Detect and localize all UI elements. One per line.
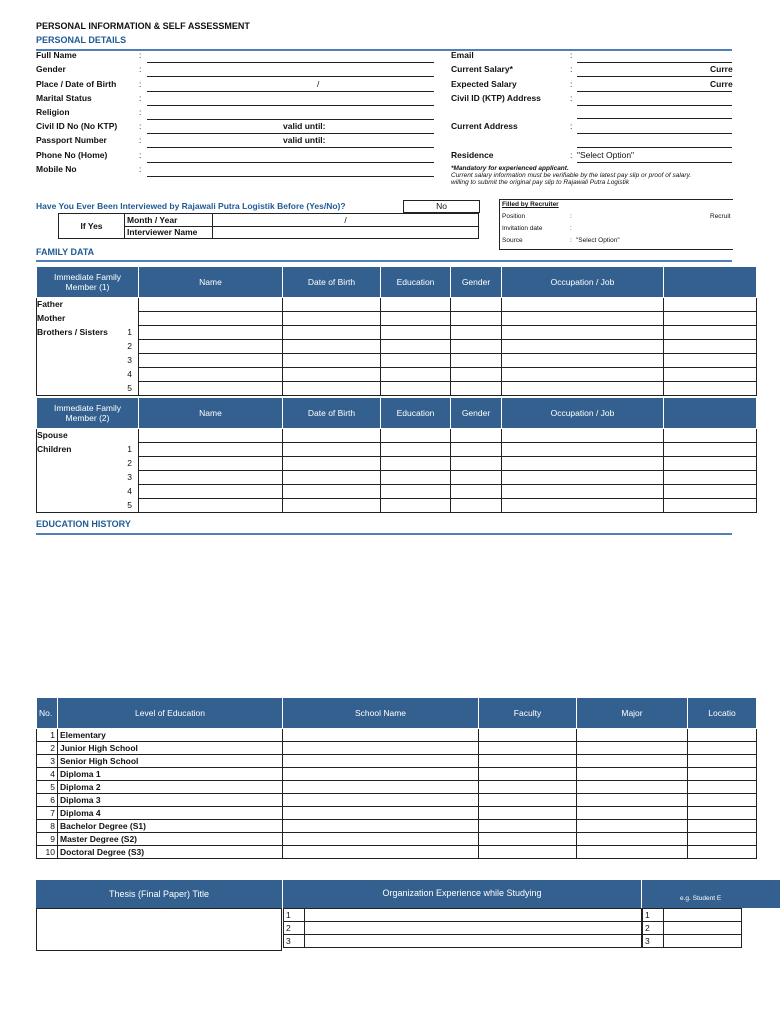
recruiter-source-select[interactable]: "Select Option" xyxy=(576,237,620,244)
education-level: Elementary xyxy=(58,729,283,742)
interview-answer-field[interactable]: No xyxy=(403,200,480,213)
salary-note-1: Current salary information must be verifiable by the latest pay slip or proof of salary. xyxy=(451,172,692,179)
thesis-title-field[interactable] xyxy=(36,908,282,951)
family-cell[interactable] xyxy=(664,499,757,513)
civil-address-label: Civil ID (KTP) Address xyxy=(451,93,541,103)
field-input[interactable] xyxy=(147,133,434,134)
table-row xyxy=(37,382,757,396)
family-cell[interactable] xyxy=(451,382,502,396)
family-cell[interactable] xyxy=(381,298,451,312)
education-cell[interactable] xyxy=(688,742,757,755)
member-index: 1 xyxy=(127,326,132,337)
column-header: Date of Birth xyxy=(283,398,381,429)
table-row xyxy=(37,755,757,768)
field-label: Marital Status xyxy=(36,93,92,103)
education-cell[interactable] xyxy=(577,820,688,833)
table-row xyxy=(284,909,642,922)
current-salary-label: Current Salary* xyxy=(451,64,513,74)
education-level: Master Degree (S2) xyxy=(58,833,283,846)
family-cell[interactable] xyxy=(139,382,283,396)
column-header: Gender xyxy=(451,398,502,429)
table-row xyxy=(37,368,757,382)
organization-index: 2 xyxy=(284,922,305,935)
organization-field[interactable] xyxy=(664,909,742,922)
education-cell[interactable] xyxy=(577,794,688,807)
table-row xyxy=(37,729,757,742)
table-row xyxy=(37,354,757,368)
family-cell[interactable] xyxy=(502,340,664,354)
family-cell[interactable] xyxy=(381,312,451,326)
interview-details-table xyxy=(58,213,479,239)
civil-address-field-2[interactable] xyxy=(577,118,732,119)
family-cell[interactable] xyxy=(283,499,381,513)
family-cell[interactable] xyxy=(502,499,664,513)
organization-field[interactable] xyxy=(305,909,642,922)
family-cell[interactable] xyxy=(283,443,381,457)
field-label: Phone No (Home) xyxy=(36,150,108,160)
member-index: 2 xyxy=(127,457,132,468)
family-cell[interactable] xyxy=(664,326,757,340)
family-cell[interactable] xyxy=(664,312,757,326)
family-cell[interactable] xyxy=(381,471,451,485)
family-cell[interactable] xyxy=(283,382,381,396)
column-header: Locatio xyxy=(688,698,757,729)
table-row xyxy=(37,846,757,859)
education-cell[interactable] xyxy=(688,833,757,846)
member-index: 5 xyxy=(127,499,132,510)
education-cell[interactable] xyxy=(283,781,479,794)
civil-address-field[interactable] xyxy=(577,105,732,106)
organization-index: 3 xyxy=(643,935,664,948)
field-suffix: / xyxy=(317,79,320,89)
family-cell[interactable] xyxy=(451,457,502,471)
member-label: Brothers / Sisters xyxy=(37,326,108,337)
column-header: Gender xyxy=(451,267,502,298)
education-level: Diploma 1 xyxy=(58,768,283,781)
education-cell[interactable] xyxy=(577,768,688,781)
organization-field[interactable] xyxy=(305,935,642,948)
column-header: Education xyxy=(381,398,451,429)
column-header: Faculty xyxy=(479,698,577,729)
education-cell[interactable] xyxy=(283,820,479,833)
family-cell[interactable] xyxy=(451,298,502,312)
education-cell[interactable] xyxy=(479,807,577,820)
interviewer-name-label: Interviewer Name xyxy=(125,226,213,239)
education-cell[interactable] xyxy=(479,833,577,846)
column-header: Major xyxy=(577,698,688,729)
field-label: Religion xyxy=(36,107,70,117)
organization-example: e.g. Student E xyxy=(642,880,780,908)
column-header xyxy=(664,267,757,298)
family-cell[interactable] xyxy=(139,457,283,471)
education-level: Senior High School xyxy=(58,755,283,768)
family-cell[interactable] xyxy=(283,326,381,340)
family-cell[interactable] xyxy=(139,354,283,368)
member-label: Spouse xyxy=(37,430,68,440)
family-cell[interactable] xyxy=(381,457,451,471)
family-cell[interactable] xyxy=(502,471,664,485)
education-cell[interactable] xyxy=(577,742,688,755)
table-row xyxy=(643,935,742,948)
education-no: 8 xyxy=(37,820,58,833)
family-cell[interactable] xyxy=(283,312,381,326)
education-cell[interactable] xyxy=(479,755,577,768)
family-member-header: Immediate Family Member (2) xyxy=(37,398,139,429)
education-cell[interactable] xyxy=(688,755,757,768)
interviewer-name-field[interactable] xyxy=(213,226,479,239)
recruiter-box: Filled by Recruiter Position : Recruit Invitation date : Source : "Select Option" xyxy=(499,199,733,250)
education-cell[interactable] xyxy=(283,807,479,820)
column-header: Education xyxy=(381,267,451,298)
table-row xyxy=(37,298,757,312)
education-level: Bachelor Degree (S1) xyxy=(58,820,283,833)
column-header: Name xyxy=(139,398,283,429)
education-no: 5 xyxy=(37,781,58,794)
education-no: 1 xyxy=(37,729,58,742)
field-label: Gender xyxy=(36,64,66,74)
family-cell[interactable] xyxy=(664,354,757,368)
table-row xyxy=(37,312,757,326)
education-level: Diploma 4 xyxy=(58,807,283,820)
field-input[interactable] xyxy=(147,119,434,120)
education-cell[interactable] xyxy=(688,807,757,820)
family-cell[interactable] xyxy=(381,443,451,457)
field-label: Full Name xyxy=(36,50,77,60)
family-cell[interactable] xyxy=(381,485,451,499)
recruiter-position-label: Position xyxy=(502,213,526,220)
education-cell[interactable] xyxy=(577,729,688,742)
document-title: PERSONAL INFORMATION & SELF ASSESSMENT xyxy=(36,21,250,31)
member-label: Father xyxy=(37,299,63,309)
family-cell[interactable] xyxy=(502,326,664,340)
field-input[interactable] xyxy=(147,76,434,77)
member-index: 2 xyxy=(127,340,132,351)
expected-salary-field[interactable] xyxy=(577,91,732,92)
family-cell[interactable] xyxy=(139,326,283,340)
section-personal-details: PERSONAL DETAILS xyxy=(36,35,127,45)
family-cell[interactable] xyxy=(664,485,757,499)
member-index: 3 xyxy=(127,471,132,482)
table-row xyxy=(37,340,757,354)
family-cell[interactable] xyxy=(664,382,757,396)
table-row xyxy=(37,794,757,807)
family-table xyxy=(36,266,757,396)
education-cell[interactable] xyxy=(688,729,757,742)
column-header xyxy=(664,398,757,429)
member-label: Children xyxy=(37,443,72,454)
education-no: 10 xyxy=(37,846,58,859)
family-cell[interactable] xyxy=(139,471,283,485)
expected-salary-label: Expected Salary xyxy=(451,79,517,89)
table-row xyxy=(37,768,757,781)
family-cell[interactable] xyxy=(664,298,757,312)
field-label: Place / Date of Birth xyxy=(36,79,117,89)
education-cell[interactable] xyxy=(479,742,577,755)
column-header: School Name xyxy=(283,698,479,729)
table-row xyxy=(37,807,757,820)
family-table xyxy=(36,397,757,513)
member-index: 3 xyxy=(127,354,132,365)
education-cell[interactable] xyxy=(479,729,577,742)
field-input[interactable] xyxy=(147,62,434,63)
family-cell[interactable] xyxy=(451,368,502,382)
education-no: 3 xyxy=(37,755,58,768)
email-label: Email xyxy=(451,50,474,60)
family-cell[interactable] xyxy=(139,499,283,513)
education-cell[interactable] xyxy=(688,820,757,833)
family-cell[interactable] xyxy=(502,485,664,499)
family-cell[interactable] xyxy=(451,499,502,513)
month-year-field[interactable]: / xyxy=(213,214,479,227)
education-no: 9 xyxy=(37,833,58,846)
column-header: Occupation / Job xyxy=(502,398,664,429)
education-cell[interactable] xyxy=(283,833,479,846)
education-cell[interactable] xyxy=(283,755,479,768)
family-member-header: Immediate Family Member (1) xyxy=(37,267,139,298)
family-cell[interactable] xyxy=(381,382,451,396)
education-cell[interactable] xyxy=(479,781,577,794)
table-row xyxy=(37,429,757,443)
education-no: 4 xyxy=(37,768,58,781)
education-level: Doctoral Degree (S3) xyxy=(58,846,283,859)
field-label: Passport Number xyxy=(36,135,107,145)
current-address-field-2[interactable] xyxy=(577,147,732,148)
family-cell[interactable] xyxy=(381,499,451,513)
education-no: 6 xyxy=(37,794,58,807)
organization-index: 3 xyxy=(284,935,305,948)
table-row xyxy=(643,909,742,922)
family-cell[interactable] xyxy=(502,457,664,471)
currency-label-2: Curre xyxy=(710,79,733,89)
family-cell[interactable] xyxy=(139,340,283,354)
organization-index: 1 xyxy=(284,909,305,922)
family-cell[interactable] xyxy=(502,382,664,396)
recruiter-title: Filled by Recruiter xyxy=(502,201,559,208)
family-cell[interactable] xyxy=(283,368,381,382)
family-cell[interactable] xyxy=(502,429,664,443)
family-cell[interactable] xyxy=(283,354,381,368)
field-suffix: valid until: xyxy=(283,135,326,145)
field-label: Civil ID No (No KTP) xyxy=(36,121,118,131)
residence-label: Residence xyxy=(451,150,494,160)
family-cell[interactable] xyxy=(664,457,757,471)
family-cell[interactable] xyxy=(283,457,381,471)
column-header: Name xyxy=(139,267,283,298)
current-salary-field[interactable] xyxy=(577,76,732,77)
column-header: Level of Education xyxy=(58,698,283,729)
education-cell[interactable] xyxy=(688,768,757,781)
education-no: 7 xyxy=(37,807,58,820)
education-cell[interactable] xyxy=(577,755,688,768)
family-cell[interactable] xyxy=(139,368,283,382)
family-cell[interactable] xyxy=(451,354,502,368)
recruiter-invitation-label: Invitation date xyxy=(502,225,543,232)
family-cell[interactable] xyxy=(502,354,664,368)
education-cell[interactable] xyxy=(688,794,757,807)
field-suffix: valid until: xyxy=(283,121,326,131)
family-cell[interactable] xyxy=(502,443,664,457)
table-row xyxy=(37,471,757,485)
field-input[interactable] xyxy=(147,162,434,163)
family-cell[interactable] xyxy=(381,326,451,340)
table-row xyxy=(284,922,642,935)
education-level: Diploma 2 xyxy=(58,781,283,794)
education-cell[interactable] xyxy=(688,781,757,794)
field-input[interactable] xyxy=(147,147,434,148)
table-row xyxy=(37,742,757,755)
organization-field[interactable] xyxy=(664,935,742,948)
family-cell[interactable] xyxy=(451,485,502,499)
organization-field[interactable] xyxy=(664,922,742,935)
table-row xyxy=(37,499,757,513)
salary-note-2: willing to submit the original pay slip to Rajawali Putra Logistik xyxy=(451,179,630,186)
family-cell[interactable] xyxy=(139,312,283,326)
education-cell[interactable] xyxy=(479,768,577,781)
recruiter-label: Recruit xyxy=(710,213,731,220)
family-cell[interactable] xyxy=(381,354,451,368)
column-header: No. xyxy=(37,698,58,729)
table-row xyxy=(37,781,757,794)
member-index: 4 xyxy=(127,368,132,379)
family-cell[interactable] xyxy=(451,471,502,485)
family-cell[interactable] xyxy=(283,298,381,312)
table-row xyxy=(37,485,757,499)
education-cell[interactable] xyxy=(577,833,688,846)
family-cell[interactable] xyxy=(139,443,283,457)
family-cell[interactable] xyxy=(664,368,757,382)
field-input[interactable] xyxy=(147,105,434,106)
family-cell[interactable] xyxy=(502,312,664,326)
organization-header: Organization Experience while Studying xyxy=(283,880,641,908)
member-label: Mother xyxy=(37,312,66,323)
if-yes-label: If Yes xyxy=(59,214,125,239)
email-field[interactable] xyxy=(577,62,732,63)
family-cell[interactable] xyxy=(139,485,283,499)
table-row xyxy=(37,457,757,471)
thesis-header: Thesis (Final Paper) Title xyxy=(36,880,282,908)
table-row xyxy=(37,326,757,340)
family-cell[interactable] xyxy=(381,340,451,354)
month-year-label: Month / Year xyxy=(125,214,213,227)
family-cell[interactable] xyxy=(283,340,381,354)
field-label: Mobile No xyxy=(36,164,77,174)
family-cell[interactable] xyxy=(283,471,381,485)
organization-list xyxy=(642,908,742,948)
table-row xyxy=(37,820,757,833)
member-index: 4 xyxy=(127,485,132,496)
education-cell[interactable] xyxy=(577,846,688,859)
current-address-label: Current Address xyxy=(451,121,518,131)
residence-select[interactable]: "Select Option" xyxy=(577,150,635,160)
education-cell[interactable] xyxy=(283,768,479,781)
family-cell[interactable] xyxy=(451,429,502,443)
education-cell[interactable] xyxy=(283,794,479,807)
family-cell[interactable] xyxy=(664,429,757,443)
family-cell[interactable] xyxy=(451,340,502,354)
family-cell[interactable] xyxy=(502,368,664,382)
family-cell[interactable] xyxy=(664,443,757,457)
family-cell[interactable] xyxy=(283,429,381,443)
education-table-grid xyxy=(36,697,757,859)
column-header: Occupation / Job xyxy=(502,267,664,298)
member-index: 1 xyxy=(127,443,132,454)
member-index: 5 xyxy=(127,382,132,393)
family-cell[interactable] xyxy=(283,485,381,499)
family-cell[interactable] xyxy=(664,471,757,485)
organization-index: 2 xyxy=(643,922,664,935)
currency-label-1: Curre xyxy=(710,64,733,74)
education-cell[interactable] xyxy=(577,781,688,794)
family-cell[interactable] xyxy=(381,429,451,443)
interview-question: Have You Ever Been Interviewed by Rajawali Putra Logistik Before (Yes/No)? xyxy=(36,201,346,211)
organization-index: 1 xyxy=(643,909,664,922)
organization-list xyxy=(283,908,642,948)
family-cell[interactable] xyxy=(139,429,283,443)
education-cell[interactable] xyxy=(283,729,479,742)
family-cell[interactable] xyxy=(664,340,757,354)
family-cell[interactable] xyxy=(451,443,502,457)
education-cell[interactable] xyxy=(283,846,479,859)
family-cell[interactable] xyxy=(139,298,283,312)
family-cell[interactable] xyxy=(502,298,664,312)
education-level: Diploma 3 xyxy=(58,794,283,807)
table-row xyxy=(37,833,757,846)
section-family-data: FAMILY DATA xyxy=(36,247,95,257)
education-cell[interactable] xyxy=(479,794,577,807)
education-cell[interactable] xyxy=(479,820,577,833)
education-cell[interactable] xyxy=(688,846,757,859)
family-cell[interactable] xyxy=(451,312,502,326)
document-page: PERSONAL INFORMATION & SELF ASSESSMENT PERSONAL DETAILS Full Name : Gender : Place / Date of Birth : / Marital Status : Religion : Civil ID No (No KTP) : valid until: Passport Number : valid until: Phone No (Home) : Mobile No : Email : Current Salary* : Curre Expected Salary : Curre Civil ID (KTP) Address : Current Address : Residence : "Select Option" *Mandatory for experienced applicant. Current salary information must be verifiable by the latest pay slip or proof of salary. willing to submit the original pay slip to Rajawali Putra Logistik Have You Ever Been Interviewed by Rajawali Putra Logistik Before (Yes/No)? No If Yes Month / Year / Interviewer Name Filled by Recruiter Position : Recruit Invitation date : Source : "Select Option" FAMILY DATA Immediate Family Member (1) Name Date of Birth Education Gender Occupation / Job Father Mother Brothers / Sisters 1 2 3 4 5 Immediate Family Member (2) Name Date of Birth Education Gender Occupation / Job Spouse Children 1 2 3 4 5 EDUCATION HISTORY No. Level of Education School Name Faculty Major Locatio 1 Elementary 2 Junior High School 3 Senior High School 4 Diploma 1 5 Diploma 2 6 Diploma 3 7 Diploma 4 8 Bachelor Degree (S1) 9 Master Degree (S2) 10 Doctoral Degree (S3) Thesis (Final Paper) Title Organization Experience while Studying e.g. Student E 1 2 3 1 2 3 xyxy=(0,0,732,1024)
field-input[interactable] xyxy=(147,91,434,92)
current-address-field[interactable] xyxy=(577,133,732,134)
field-input[interactable] xyxy=(147,176,434,177)
education-level: Junior High School xyxy=(58,742,283,755)
section-education-history: EDUCATION HISTORY xyxy=(36,519,131,529)
organization-field[interactable] xyxy=(305,922,642,935)
table-row xyxy=(284,935,642,948)
column-header: Date of Birth xyxy=(283,267,381,298)
table-row xyxy=(37,443,757,457)
education-cell[interactable] xyxy=(577,807,688,820)
education-cell[interactable] xyxy=(479,846,577,859)
family-cell[interactable] xyxy=(381,368,451,382)
education-cell[interactable] xyxy=(283,742,479,755)
mandatory-note: *Mandatory for experienced applicant. xyxy=(451,165,569,172)
family-cell[interactable] xyxy=(451,326,502,340)
recruiter-source-label: Source xyxy=(502,237,523,244)
table-row xyxy=(643,922,742,935)
education-no: 2 xyxy=(37,742,58,755)
